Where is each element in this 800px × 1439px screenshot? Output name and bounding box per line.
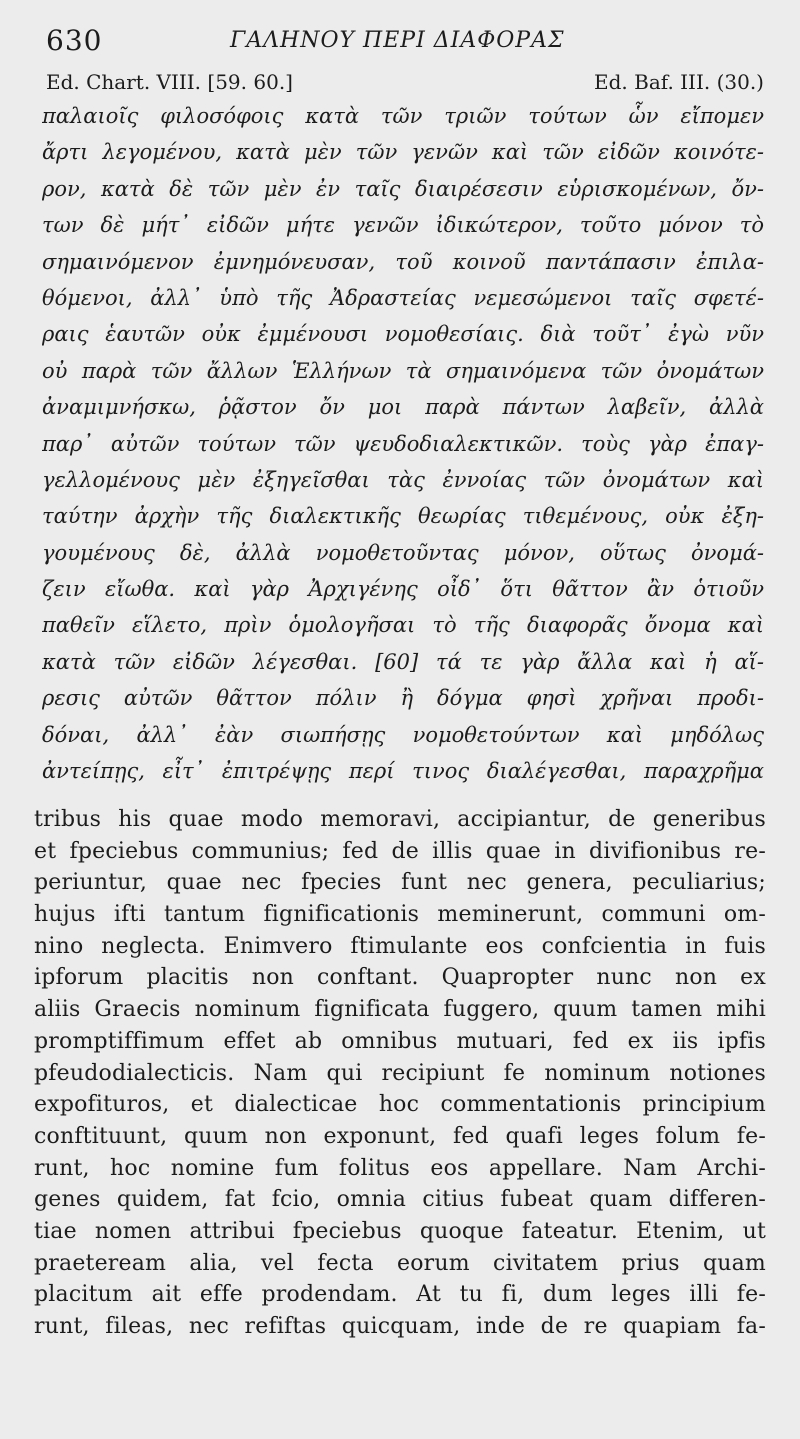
greek-text-line: οὐ παρὰ τῶν ἄλλων Ἑλλήνων τὰ σημαινόμενα τῶν ὀνομάτων xyxy=(42,358,764,383)
latin-text-line: pfeudodialecticis. Nam qui recipiunt fe nominum notiones xyxy=(34,1060,766,1086)
running-head xyxy=(40,24,760,64)
latin-text-line: runt, fileas, nec refiftas quicquam, inde de re quapiam fa- xyxy=(34,1314,766,1339)
latin-text-line: conftituunt, quum non exponunt, fed quafi leges folum fe- xyxy=(34,1123,766,1149)
greek-text-line: ρον, κατὰ δὲ τῶν μὲν ἐν ταῖς διαιρέσεσιν εὑρισκομένων, ὄν- xyxy=(42,176,764,201)
page-number: 630 xyxy=(46,24,103,57)
latin-text-line: ipforum placitis non conftant. Quapropter nunc non ex xyxy=(34,965,766,991)
latin-text-line: aliis Graecis nominum fignificata fuggero, quum tamen mihi xyxy=(34,997,766,1023)
latin-text-block xyxy=(34,804,766,1343)
latin-text-line: tiae nomen attribui fpeciebus quoque fateatur. Etenim, ut xyxy=(34,1218,766,1244)
edition-references xyxy=(46,70,764,98)
greek-text-line: ραις ἑαυτῶν οὐκ ἐμμένουσι νομοθεσίαις. διὰ τοῦτ᾽ ἐγὼ νῦν xyxy=(42,322,764,347)
edition-ref-basel: Ed. Baf. III. (30.) xyxy=(594,70,764,94)
greek-text-line: σημαινόμενον ἐμνημόνευσαν, τοῦ κοινοῦ παντάπασιν ἐπιλα- xyxy=(42,249,764,274)
greek-text-line: γουμένους δὲ, ἀλλὰ νομοθετοῦντας μόνον, οὕτως ὀνομά- xyxy=(42,540,764,565)
running-title: ΓΑΛΗΝΟΥ ΠΕΡΙ ΔΙΑΦΟΡΑΣ xyxy=(230,28,565,53)
latin-text-line: nino neglecta. Enimvero ftimulante eos confcientia in fuis xyxy=(34,933,766,959)
latin-text-line: et fpeciebus communius; fed de illis quae in divifionibus re- xyxy=(34,838,766,864)
greek-text-block xyxy=(42,98,764,789)
greek-text-line: ζειν εἴωθα. καὶ γὰρ Ἀρχιγένης οἶδ᾽ ὅτι θᾶττον ἂν ὁτιοῦν xyxy=(42,577,764,602)
greek-text-line: των δὲ μήτ᾽ εἰδῶν μήτε γενῶν ἰδικώτερον, τοῦτο μόνον τὸ xyxy=(42,213,764,238)
latin-text-line: expofituros, et dialecticae hoc commentationis principium xyxy=(34,1092,766,1118)
greek-text-line: ἀναμιμνήσκω, ῥᾷστον ὄν μοι παρὰ πάντων λαβεῖν, ἀλλὰ xyxy=(42,395,764,420)
latin-text-line: periuntur, quae nec fpecies funt nec genera, peculiarius; xyxy=(34,870,766,896)
greek-text-line: παθεῖν εἵλετο, πρὶν ὁμολογῆσαι τὸ τῆς διαφορᾶς ὄνομα καὶ xyxy=(42,613,764,638)
greek-text-line: κατὰ τῶν εἰδῶν λέγεσθαι. [60] τά τε γὰρ ἄλλα καὶ ἡ αἵ- xyxy=(42,649,764,674)
greek-text-line: ρεσις αὐτῶν θᾶττον πόλιν ἢ δόγμα φησὶ χρῆναι προδι- xyxy=(42,686,764,711)
latin-text-line: runt, hoc nomine fum folitus eos appellare. Nam Archi- xyxy=(34,1155,766,1181)
greek-text-line: ἀντείπῃς, εἶτ᾽ ἐπιτρέψῃς περί τινος διαλέγεσθαι, παραχρῆμα xyxy=(42,759,764,784)
latin-text-line: promptiffimum effet ab omnibus mutuari, fed ex iis ipfis xyxy=(34,1028,766,1054)
greek-text-line: ἄρτι λεγομένου, κατὰ μὲν τῶν γενῶν καὶ τῶν εἰδῶν κοινότε- xyxy=(42,140,764,165)
latin-text-line: placitum ait effe prodendam. At tu fi, dum leges illi fe- xyxy=(34,1282,766,1308)
greek-text-line: ταύτην ἀρχὴν τῆς διαλεκτικῆς θεωρίας τιθεμένους, οὐκ ἐξη- xyxy=(42,504,764,529)
latin-text-line: tribus his quae modo memoravi, accipiantur, de generibus xyxy=(34,807,766,832)
greek-text-line: δόναι, ἀλλ᾽ ἐὰν σιωπήσῃς νομοθετούντων καὶ μηδόλως xyxy=(42,722,764,747)
edition-ref-chartier: Ed. Chart. VIII. [59. 60.] xyxy=(46,70,293,94)
greek-text-line: γελλομένους μὲν ἐξηγεῖσθαι τὰς ἐννοίας τῶν ὀνομάτων καὶ xyxy=(42,467,764,492)
latin-text-line: praeteream alia, vel fecta eorum civitatem prius quam xyxy=(34,1250,766,1276)
latin-text-line: hujus ifti tantum fignificationis meminerunt, communi om- xyxy=(34,902,766,928)
greek-text-line: παρ᾽ αὐτῶν τούτων τῶν ψευδοδιαλεκτικῶν. τοὺς γὰρ ἐπαγ- xyxy=(42,431,764,456)
greek-text-line: παλαιοῖς φιλοσόφοις κατὰ τῶν τριῶν τούτων ὧν εἴπομεν xyxy=(42,104,764,128)
latin-text-line: genes quidem, fat fcio, omnia citius fubeat quam differen- xyxy=(34,1187,766,1213)
greek-text-line: θόμενοι, ἀλλ᾽ ὑπὸ τῆς Ἀδραστείας νεμεσώμενοι ταῖς σφετέ- xyxy=(42,285,764,310)
